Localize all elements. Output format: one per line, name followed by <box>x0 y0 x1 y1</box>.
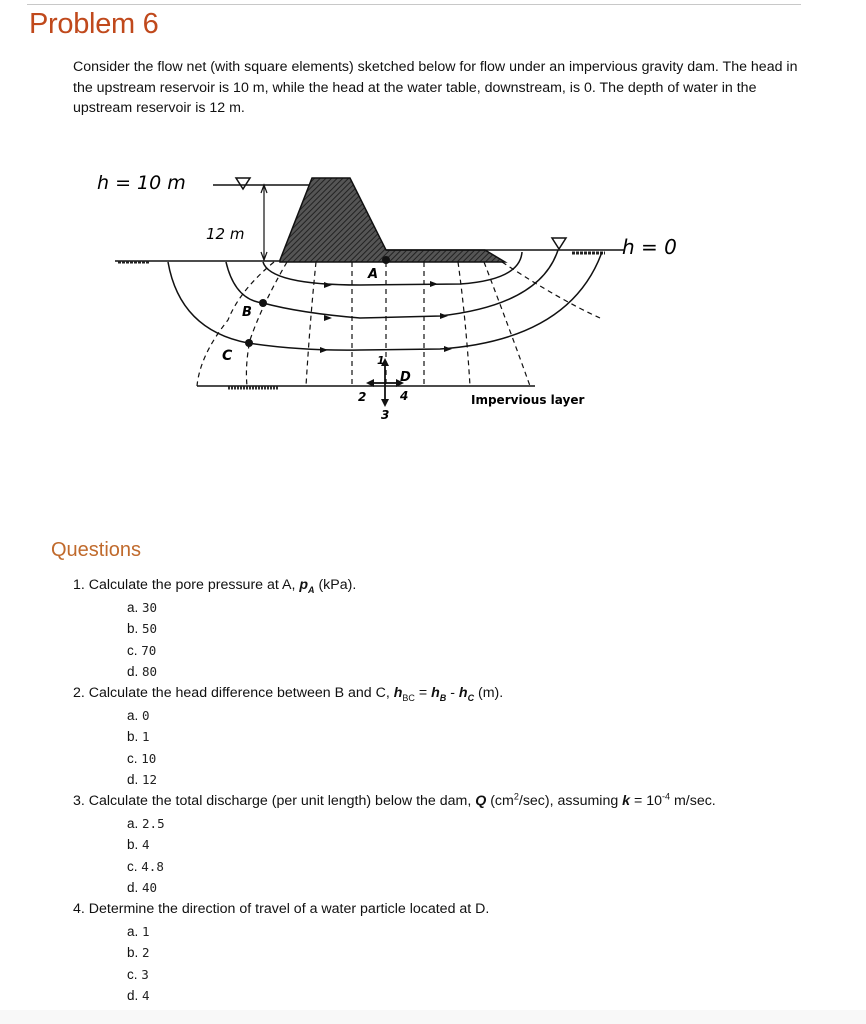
question-4: 4. Determine the direction of travel of a water particle located at D. <box>73 900 490 917</box>
direction-4-label: 4 <box>400 389 409 403</box>
question-1-option-a[interactable]: a. 30 <box>127 599 158 615</box>
impervious-layer-label: Impervious layer <box>471 393 585 407</box>
question-3-option-d[interactable]: d. 40 <box>127 880 158 896</box>
point-C-label: C <box>222 348 233 364</box>
question-4-option-c[interactable]: c. 3 <box>127 966 149 982</box>
question-1-option-b[interactable]: b. 50 <box>127 621 158 637</box>
direction-arrows-icon <box>371 363 399 402</box>
direction-2-label: 2 <box>358 390 367 404</box>
flow-net-diagram <box>90 150 720 440</box>
point-C-marker <box>245 339 253 347</box>
question-1-option-d[interactable]: d. 80 <box>127 664 158 680</box>
question-3-option-b[interactable]: b. 4 <box>127 837 150 853</box>
water-table-icon <box>236 178 250 189</box>
question-list <box>73 575 853 1007</box>
question-1-option-c[interactable]: c. 70 <box>127 642 157 658</box>
question-2-option-c[interactable]: c. 10 <box>127 750 157 766</box>
question-3: 3. Calculate the total discharge (per unit length) below the dam, Q $(cm^2/\sec)$, assuming $k = 10^{-4}$ m/sec. <box>73 791 716 809</box>
point-D-label: D <box>400 370 411 385</box>
question-2-option-d[interactable]: d. 12 <box>127 772 158 788</box>
top-divider <box>27 4 801 5</box>
question-2-option-b[interactable]: b. 1 <box>127 729 150 745</box>
point-B-label: B <box>242 305 252 320</box>
point-A-label: A <box>368 267 379 282</box>
page-title: Problem 6 <box>29 8 159 40</box>
problem-statement: Consider the flow net (with square elements) sketched below for flow under an impervious gravity dam. The head in the upstream reservoir is 10 m, while the head at the water table, downstream, is 0. The depth of water in the upstream reservoir is 12 m. <box>73 59 798 116</box>
question-2: 2. Calculate the head difference between B and C, $h_{BC} = h_B - h_C$ (m). <box>73 684 504 703</box>
upstream-head-label: h = 10 m <box>97 172 186 194</box>
question-4-option-b[interactable]: b. 2 <box>127 945 150 961</box>
downstream-head-label: h = 0 <box>622 235 677 259</box>
question-4-option-a[interactable]: a. 1 <box>127 923 150 939</box>
point-B-marker <box>259 299 267 307</box>
question-3-option-a[interactable]: a. 2.5 <box>127 815 165 831</box>
flow-line-3 <box>168 252 602 350</box>
question-3-option-c[interactable]: c. 4.8 <box>127 858 164 874</box>
downstream-water-table-icon <box>552 238 566 249</box>
direction-1-label: 1 <box>377 354 385 367</box>
question-1: 1. Calculate the pore pressure at A, $p_A$ (kPa). <box>73 577 357 595</box>
question-2-option-a[interactable]: a. 0 <box>127 707 150 723</box>
direction-3-label: 3 <box>381 408 390 422</box>
page-bottom-edge <box>0 1010 866 1024</box>
questions-heading: Questions <box>51 539 142 561</box>
point-A-marker <box>382 256 390 264</box>
depth-label: 12 m <box>206 225 245 243</box>
question-4-option-d[interactable]: d. 4 <box>127 988 150 1004</box>
